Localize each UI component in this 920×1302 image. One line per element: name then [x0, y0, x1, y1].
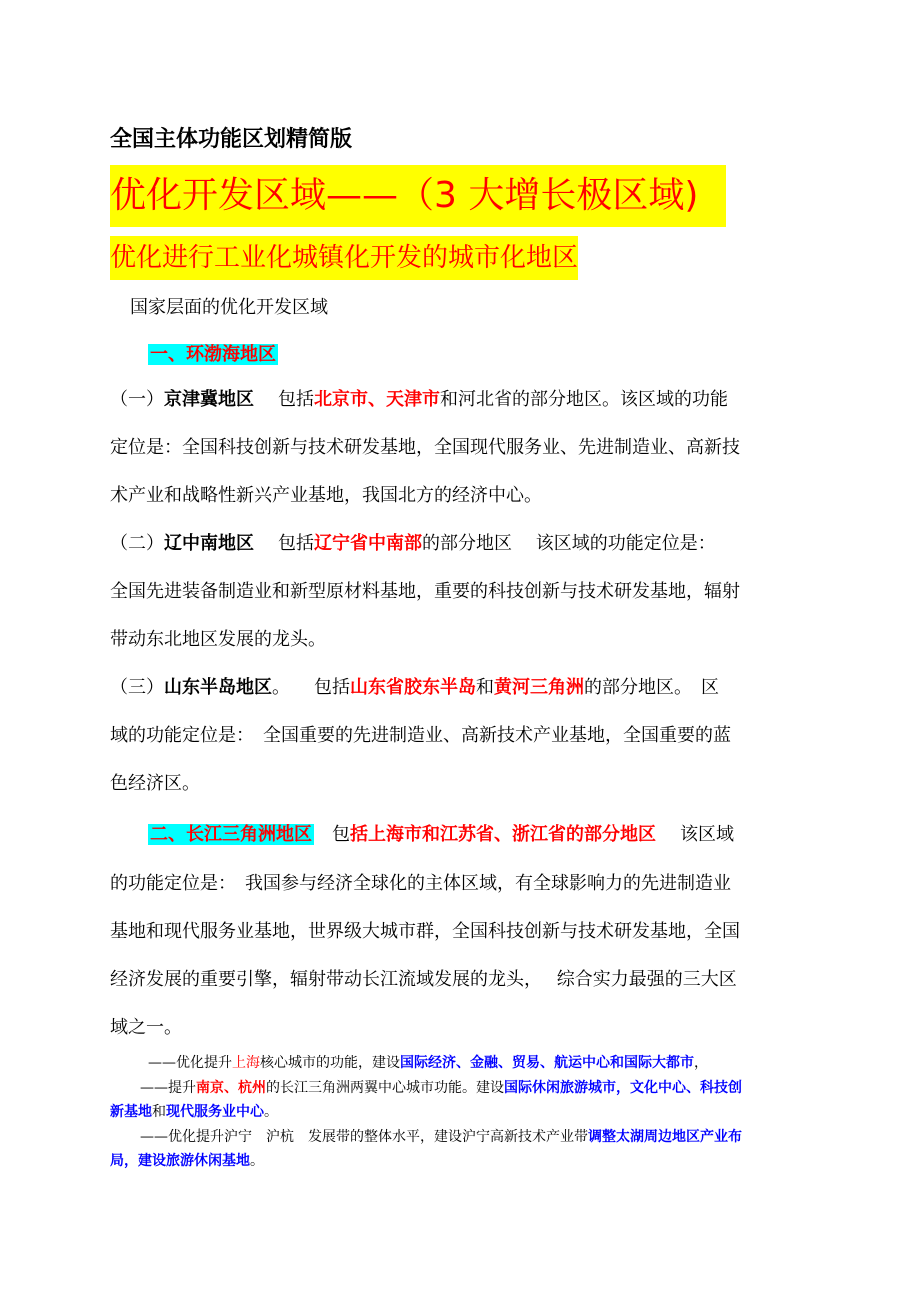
section-2-heading: 二、长江三角洲地区 包括上海市和江苏省、浙江省的部分地区 该区域 [150, 824, 734, 845]
highlight-international-center: 国际经济、金融、贸易、航运中心和国际大都市 [400, 1055, 694, 1071]
paragraph-line: 经济发展的重要引擎，辐射带动长江流域发展的龙头， 综合实力最强的三大区 [110, 969, 737, 990]
highlight-taihu: 调整太湖周边地区产业布 [588, 1129, 742, 1145]
paragraph-line: 的功能定位是： 我国参与经济全球化的主体区域，有全球影响力的先进制造业 [110, 873, 731, 894]
paragraph-line: 带动东北地区发展的龙头。 [110, 629, 326, 650]
include-text: 包括 [314, 677, 350, 698]
note-hunin-huhang-cont: 局，建设旅游休闲基地。 [110, 1153, 264, 1169]
paragraph-line: 术产业和战略性新兴产业基地，我国北方的经济中心。 [110, 485, 542, 506]
section-1-heading [148, 340, 278, 370]
paragraph-line: 域的功能定位是： 全国重要的先进制造业、高新技术产业基地，全国重要的蓝 [110, 725, 731, 746]
paragraph-line: 域之一。 [110, 1017, 182, 1038]
item-number: （三） [110, 677, 164, 698]
paragraph-line: 定位是：全国科技创新与技术研发基地，全国现代服务业、先进制造业、高新技 [110, 437, 740, 458]
paragraph-line: 色经济区。 [110, 773, 200, 794]
note-hunin-huhang: ——优化提升沪宁 沪杭 发展带的整体水平，建设沪宁高新技术产业带调整太湖周边地区产业布 [140, 1129, 742, 1145]
highlight-cities: 北京市、天津市 [314, 389, 440, 410]
section-2-label: 二、长江三角洲地区 [150, 824, 312, 845]
include-text: 包括 [278, 533, 314, 554]
highlight-tourism-city: 国际休闲旅游城市，文化中心、科技创 [504, 1080, 742, 1096]
heading-optimized-development: 优化开发区域——（3 大增长极区域) [110, 165, 726, 227]
note-shanghai: ——优化提升上海核心城市的功能，建设国际经济、金融、贸易、航运中心和国际大都市， [148, 1055, 708, 1071]
section-1-label: 一、环渤海地区 [150, 344, 276, 365]
highlight-province: 辽宁省中南部 [314, 533, 422, 554]
paragraph-liaozhongnan [110, 532, 716, 556]
note-nanjing-hangzhou: ——提升南京、杭州的长江三角洲两翼中心城市功能。建设国际休闲旅游城市，文化中心、科技创 [140, 1080, 742, 1096]
paragraph-text: 和河北省的部分地区。该区域的功能 [440, 389, 728, 410]
paragraph-line: 基地和现代服务业基地，世界级大城市群，全国科技创新与技术研发基地，全国 [110, 921, 740, 942]
paragraph-shandong: （三）山东半岛地区。 包括山东省胶东半岛和黄河三角洲的部分地区。 区 [110, 677, 719, 698]
item-number: （一） [110, 389, 164, 410]
include-text: 包括 [278, 389, 314, 410]
paragraph-text: 的部分地区。 区 [584, 677, 719, 698]
highlight-peninsula: 山东省胶东半岛 [350, 677, 476, 698]
document-title: 全国主体功能区划精简版 [110, 127, 353, 152]
highlight-shanghai: 上海 [232, 1055, 260, 1071]
region-name: 辽中南地区 [164, 533, 254, 554]
region-name: 山东半岛地区 [164, 677, 272, 698]
subtitle: 国家层面的优化开发区域 [130, 297, 328, 318]
paragraph-jingjinji [110, 388, 728, 412]
region-name: 京津冀地区 [164, 389, 254, 410]
highlight-yangtze: 括上海市和江苏省、浙江省的部分地区 [350, 824, 656, 845]
highlight-service-center: 现代服务业中心 [166, 1104, 264, 1120]
heading-urbanized-regions: 优化进行工业化城镇化开发的城市化地区 [110, 236, 578, 280]
highlight-nanjing-hangzhou: 南京、杭州 [196, 1080, 266, 1096]
highlight-delta: 黄河三角洲 [494, 677, 584, 698]
paragraph-line: 全国先进装备制造业和新型原材料基地，重要的科技创新与技术研发基地，辐射 [110, 581, 740, 602]
paragraph-text: 的部分地区 该区域的功能定位是： [422, 533, 716, 554]
note-nanjing-hangzhou-cont: 新基地和现代服务业中心。 [110, 1104, 278, 1120]
item-number: （二） [110, 533, 164, 554]
